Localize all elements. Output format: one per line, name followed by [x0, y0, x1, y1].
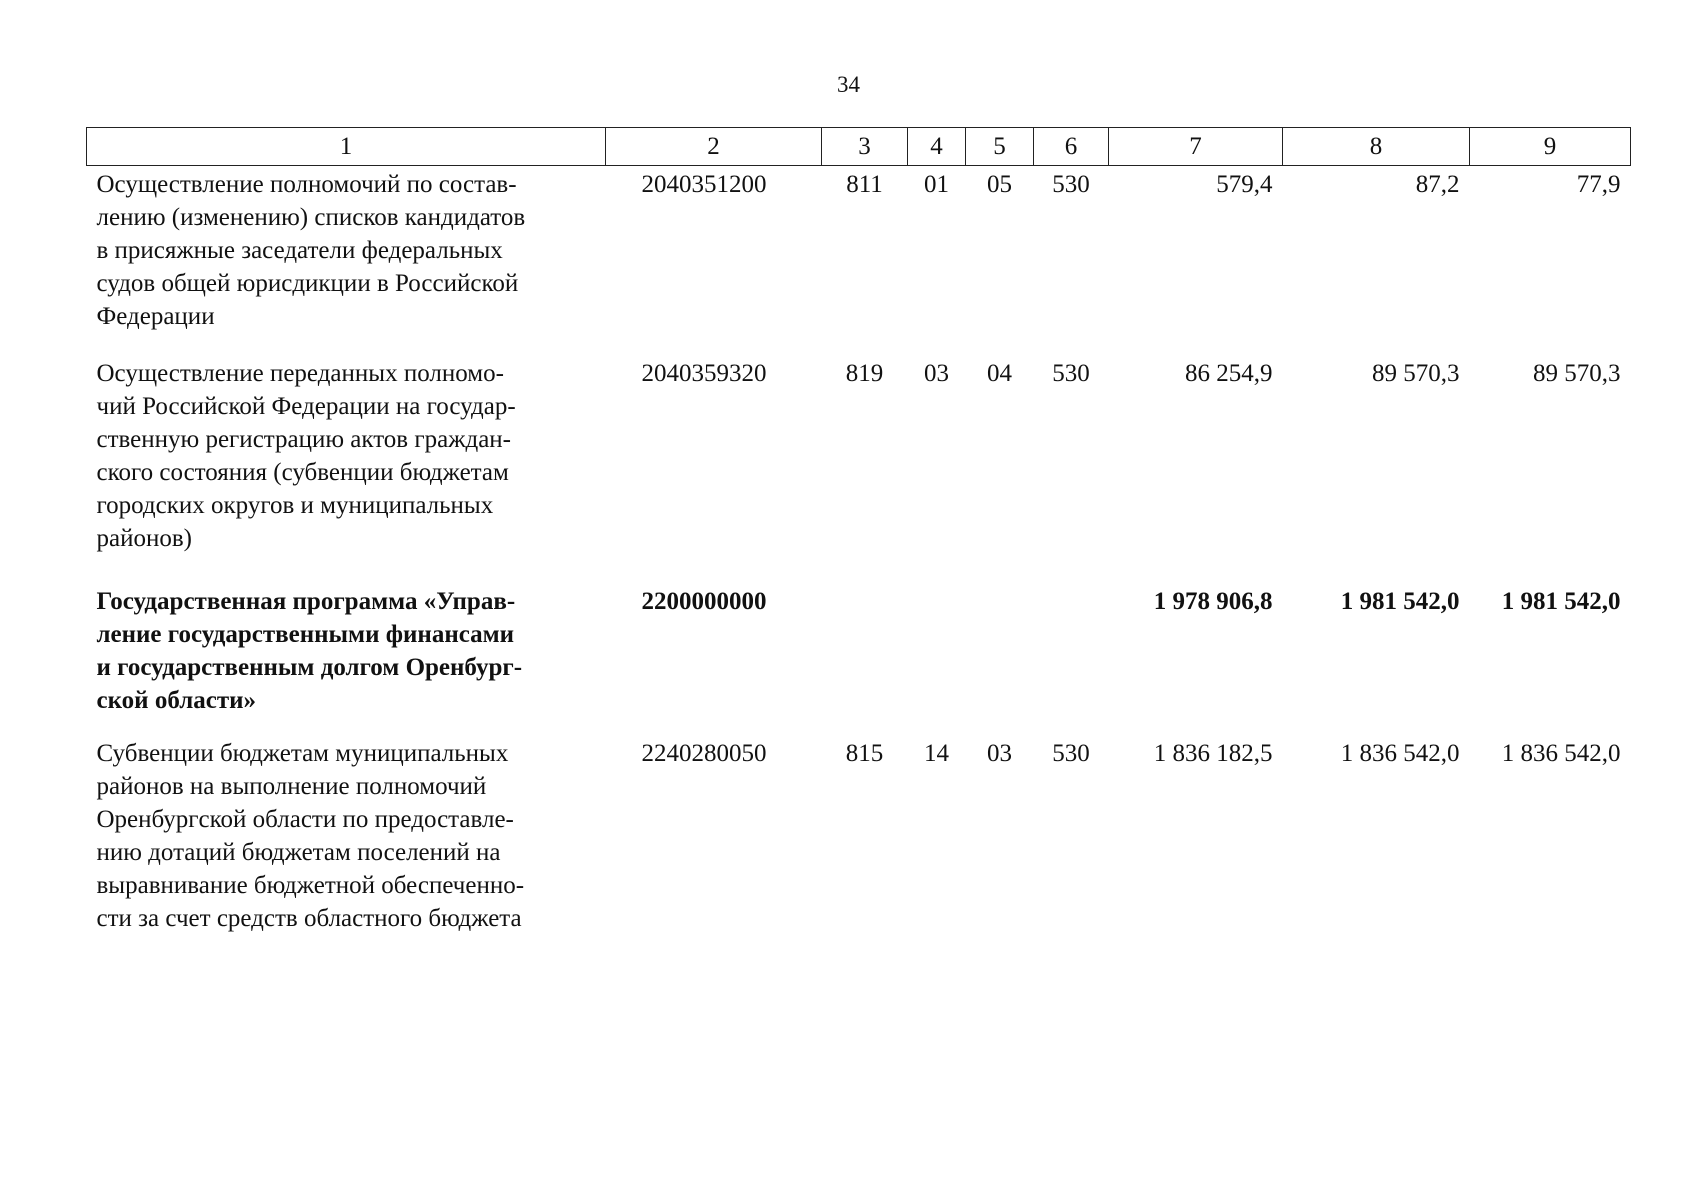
budget-table	[86, 127, 1631, 935]
row-value-7: 579,4	[1216, 171, 1273, 198]
row-col-4: 03	[924, 360, 949, 387]
header-col-5: 5	[966, 128, 1034, 166]
row-col-5: 03	[987, 740, 1012, 767]
header-col-6: 6	[1034, 128, 1109, 166]
row-col-6	[1034, 585, 1109, 737]
row-name-text: Государственная программа «Управ- ление государственными финансами и государственным долгом Оренбург- ской области»	[96, 588, 523, 714]
header-col-9: 9	[1470, 128, 1631, 166]
header-col-7: 7	[1109, 128, 1283, 166]
row-value-9: 89 570,3	[1533, 360, 1621, 387]
row-name	[87, 357, 606, 585]
row-col-3: 811	[846, 171, 883, 198]
row-code: 2200000000	[641, 588, 767, 615]
row-value-7: 86 254,9	[1185, 360, 1273, 387]
row-value-9: 1 836 542,0	[1501, 740, 1621, 767]
row-value-8: 87,2	[1415, 171, 1460, 198]
row-name-text: Осуществление полномочий по состав- лению (изменению) списков кандидатов в присяжные заседатели федеральных судов общей юрисдикции в Российской Федерации	[96, 171, 526, 330]
row-col-3: 819	[845, 360, 884, 387]
row-name-text: Субвенции бюджетам муниципальных районов на выполнение полномочий Оренбургской области по предоставле- нию дотаций бюджетам поселений на выравнивание бюджетной обеспеченно- сти за счет средств областного бюджета	[96, 740, 525, 932]
row-name	[87, 585, 606, 737]
table-row	[87, 585, 1631, 737]
row-col-5: 05	[987, 171, 1012, 198]
row-value-9: 77,9	[1576, 171, 1621, 198]
header-col-3: 3	[822, 128, 908, 166]
table-row	[87, 166, 1631, 358]
page-number: 34	[837, 72, 860, 97]
row-name	[87, 166, 606, 358]
row-code: 2040351200	[641, 171, 767, 198]
row-value-8: 1 981 542,0	[1340, 588, 1460, 615]
row-col-6: 530	[1052, 740, 1090, 767]
table-row	[87, 737, 1631, 935]
row-col-5: 04	[987, 360, 1012, 387]
row-col-4: 01	[924, 171, 949, 198]
row-col-5	[966, 585, 1034, 737]
header-col-1: 1	[87, 128, 606, 166]
row-col-3	[822, 585, 908, 737]
row-col-6: 530	[1052, 360, 1090, 387]
row-col-4	[908, 585, 966, 737]
row-name-text: Осуществление переданных полномо- чий Российской Федерации на государ- ственную регистрацию актов граждан- ского состояния (субвенции бюджетам городских округов и муниципальных районов)	[96, 360, 516, 552]
row-value-8: 1 836 542,0	[1340, 740, 1460, 767]
row-code: 2040359320	[641, 360, 767, 387]
row-value-7: 1 836 182,5	[1153, 740, 1273, 767]
header-col-4: 4	[908, 128, 966, 166]
row-col-3: 815	[845, 740, 884, 767]
header-col-8: 8	[1283, 128, 1470, 166]
row-col-4: 14	[924, 740, 949, 767]
header-row	[87, 128, 1631, 166]
row-value-7: 1 978 906,8	[1153, 588, 1273, 615]
table-row	[87, 357, 1631, 585]
row-value-8: 89 570,3	[1372, 360, 1460, 387]
row-col-6: 530	[1052, 171, 1090, 198]
row-name	[87, 737, 606, 935]
header-col-2: 2	[606, 128, 822, 166]
row-code: 2240280050	[641, 740, 767, 767]
row-value-9: 1 981 542,0	[1501, 588, 1621, 615]
